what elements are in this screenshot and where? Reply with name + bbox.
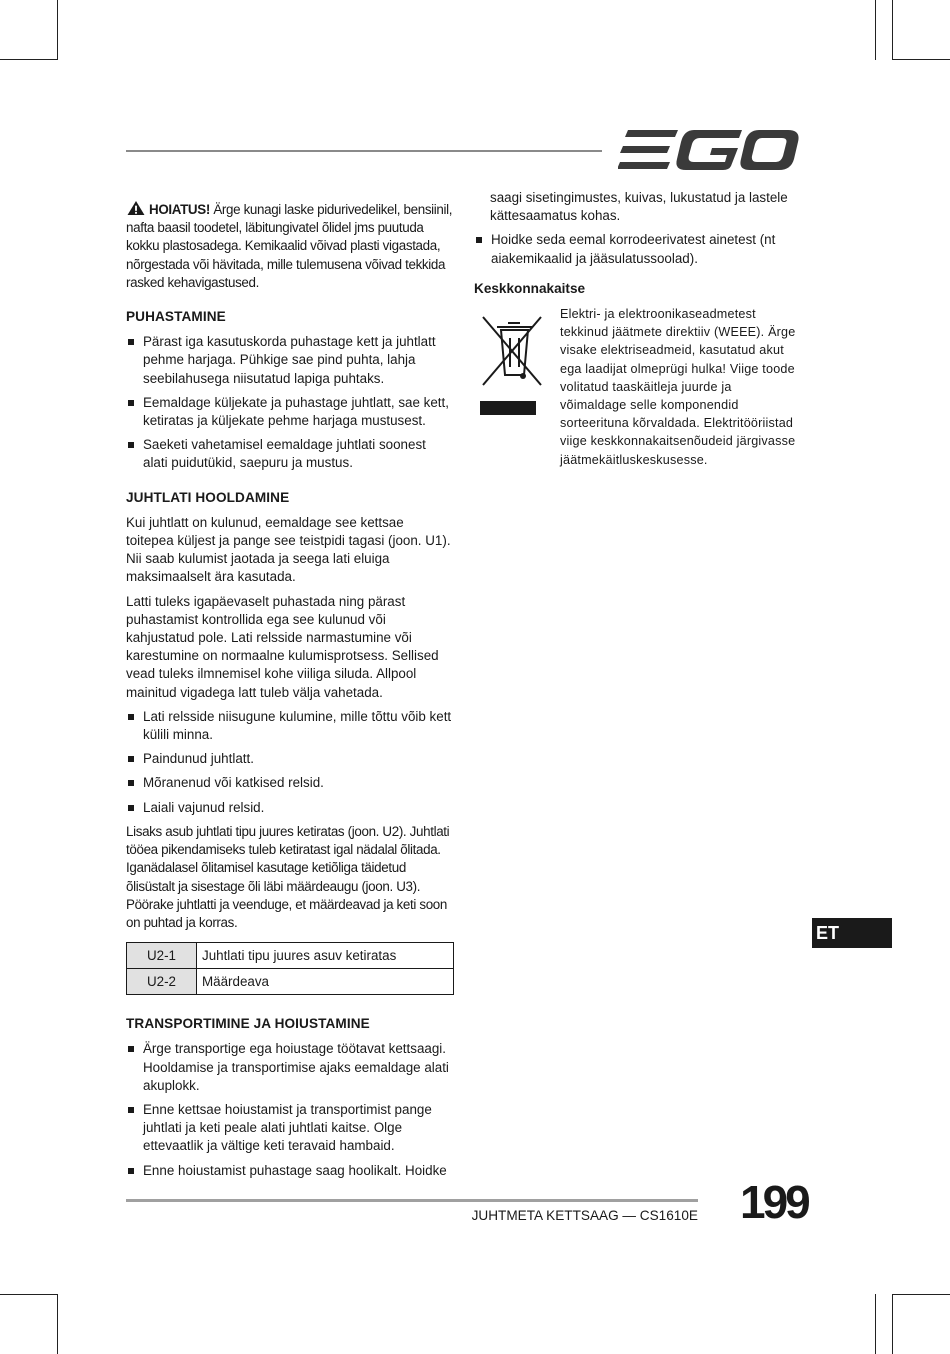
crop-mark (0, 1294, 58, 1295)
cleaning-heading: PUHASTAMINE (126, 309, 226, 325)
list-item: Eemaldage küljekate ja puhastage juhtlatt, sae kett, ketiratas ja küljekate pehme harjaga mustusest. (126, 394, 454, 430)
bar-maintenance-heading: JUHTLATI HOOLDAMINE (126, 489, 290, 505)
right-column (474, 189, 800, 485)
footer-rule (126, 1199, 698, 1202)
table-cell-code: U2-2 (127, 969, 197, 995)
environment-block (474, 305, 800, 485)
bar-maintenance-paragraph: Lisaks asub juhtlati tipu juures ketiratas (joon. U2). Juhtlati tööea pikendamiseks tuleb ketiratast igal nädalal õlitada. Iganädalasel õlitamisel kasutage ketiõliga täidetud õlisüstalt ja sisestage õli läbi määrdeaugu (joon. U3). Pöörake juhtlatti ja veenduge, et määrdeavad ja keti soon on puhtad ja korras. (126, 823, 450, 930)
crop-mark (57, 1294, 58, 1354)
crop-mark (875, 0, 876, 60)
table-cell-label: Juhtlati tipu juures asuv ketiratas (197, 943, 454, 969)
header-rule (126, 150, 602, 152)
crop-mark (892, 1294, 893, 1354)
transport-list-continued (474, 231, 800, 267)
ego-logo (618, 128, 800, 172)
warning-title: HOIATUS! (149, 202, 210, 217)
footer-product-name: JUHTMETA KETTSAAG — CS1610E (471, 1208, 698, 1223)
warning-text: Ärge kunagi laske pidurivedelikel, bensiinil, nafta baasil toodetel, läbitungivatel õlidel jms puutuda kokku plastosadega. Kemikaalid võivad plasti vigastada, nõrgestada või hävitada, mille tulemusena võivad tekkida rasked kehavigastused. (126, 202, 453, 290)
left-column (126, 200, 454, 1186)
list-item: Lati relsside niisugune kulumine, mille tõttu võib kett külili minna. (126, 708, 454, 744)
list-item: Paindunud juhtlatt. (126, 750, 454, 768)
list-item: Laiali vajunud relsid. (126, 799, 454, 817)
language-tab: ET (812, 918, 892, 948)
table-cell-code: U2-1 (127, 943, 197, 969)
crop-mark (892, 59, 950, 60)
page-number: 199 (740, 1176, 808, 1228)
crop-mark (892, 0, 893, 60)
bar-maintenance-paragraph: Kui juhtlatt on kulunud, eemaldage see kettsae toitepea küljest ja pange see teistpidi tagasi (joon. U1). Nii saab kulumist jaotada ja seega lati eluiga maksimaalselt ära kasutada. (126, 514, 451, 585)
list-item: Enne hoiustamist puhastage saag hoolikalt. Hoidke (126, 1162, 454, 1180)
crossed-out-wheelie-bin-icon (480, 313, 544, 417)
list-item: Enne kettsae hoiustamist ja transportimist pange juhtlati ja keti peale alati juhtlati kaitse. Olge ettevaatlik ja vältige keti teravaid hambaid. (126, 1101, 454, 1156)
warning-paragraph (126, 200, 454, 292)
environment-text: Elektri- ja elektroonikaseadmetest tekkinud jäätmete direktiiv (WEEE). Ärge visake elektriseadmeid, kasutatud akut ega laadijat olmeprügi hulka! Viige toode volitatud taaskäitleja juurde ja võimaldage selle komponendid sorteerituna kõrvaldada. Elektritööriistad viige keskkonnakaitsenõudeid järgivasse jäätmekäitluskeskusesse. (560, 307, 796, 467)
parts-table (126, 942, 454, 995)
table-cell-label: Määrdeava (197, 969, 454, 995)
list-item: Ärge transportige ega hoiustage töötavat kettsaagi. Hooldamise ja transportimise ajaks eemaldage alati akuplokk. (126, 1040, 454, 1095)
table-row (127, 943, 454, 969)
transport-heading: TRANSPORTIMINE JA HOIUSTAMINE (126, 1016, 370, 1032)
environment-heading: Keskkonnakaitse (474, 280, 586, 296)
list-item: Saeketi vahetamisel eemaldage juhtlati soonest alati puidutükid, saepuru ja mustus. (126, 436, 454, 472)
list-item: Mõranenud või katkised relsid. (126, 774, 454, 792)
transport-continued: saagi sisetingimustes, kuivas, lukustatud ja lastele kättesaamatus kohas. (490, 190, 788, 224)
crop-mark (892, 1294, 950, 1295)
crop-mark (875, 1294, 876, 1354)
table-row (127, 969, 454, 995)
list-item: Pärast iga kasutuskorda puhastage kett ja juhtlatt pehme harjaga. Pühkige sae pind puhta, lahja seebilahusega niisutatud lapiga puhtaks. (126, 333, 454, 388)
list-item: Hoidke seda eemal korrodeerivatest ainetest (nt aiakemikaalid ja jääsulatussoolad). (474, 231, 800, 267)
crop-mark (57, 0, 58, 60)
cleaning-list (126, 333, 454, 472)
warning-triangle-icon (126, 200, 146, 216)
transport-list (126, 1040, 454, 1179)
crop-mark (0, 59, 58, 60)
bar-maintenance-paragraph: Latti tuleks igapäevaselt puhastada ning pärast puhastamist kontrollida ega see kulunud või kahjustatud pole. Lati relsside narmastumine või karestumine on normaalne kulumisprotsess. Sellised vead tuleks ilmnemisel kohe viiliga siluda. Allpool mainitud vigadega latt tuleb välja vahetada. (126, 593, 439, 700)
bar-defects-list (126, 708, 454, 817)
